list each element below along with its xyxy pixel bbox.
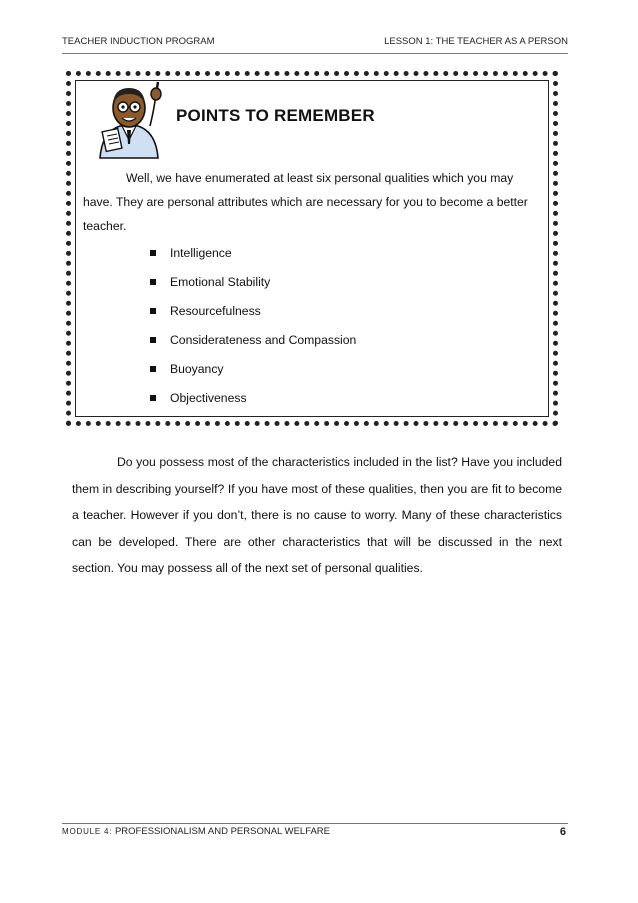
list-item-label: Buoyancy [170,362,224,376]
header-program: TEACHER INDUCTION PROGRAM [62,36,215,47]
page-header [62,36,568,52]
bullet-square-icon [150,308,156,314]
list-item-label: Emotional Stability [170,275,271,289]
list-item [150,268,356,297]
list-item [150,384,356,413]
page-number: 6 [559,826,566,838]
bullet-square-icon [150,366,156,372]
callout-title: POINTS TO REMEMBER [176,106,375,125]
list-item-label: Objectiveness [170,391,247,405]
body-paragraph-text: Do you possess most of the characteristics included in the list? Have you included them in describing yourself? If you have most of these qualities, then you are fit to become a teacher. However if you don’t, there is no cause to worry. Many of these characteristics can be developed. There are other characteristics that will be discussed in the next section. You may possess all of the next set of personal qualities. [72,455,562,575]
callout-paragraph-text: Well, we have enumerated at least six personal qualities which you may have. They are personal attributes which are necessary for you to become a better teacher. [83,171,528,233]
list-item [150,355,356,384]
header-divider [62,53,568,54]
footer-divider [62,823,568,824]
bullet-square-icon [150,395,156,401]
page-footer [62,826,568,842]
callout-paragraph [83,166,543,238]
footer-title: PROFESSIONALISM AND PERSONAL WELFARE [112,826,331,837]
footer-module-label: MODULE 4: [62,827,113,836]
list-item [150,326,356,355]
qualities-list [150,239,356,413]
header-lesson: LESSON 1: THE TEACHER AS A PERSON [384,36,568,47]
list-item [150,239,356,268]
teacher-mascot-icon [86,80,170,160]
list-item-label: Intelligence [170,246,232,260]
list-item-label: Resourcefulness [170,304,261,318]
bullet-square-icon [150,337,156,343]
body-paragraph [72,449,562,582]
bullet-square-icon [150,250,156,256]
list-item-label: Considerateness and Compassion [170,333,357,347]
list-item [150,297,356,326]
bullet-square-icon [150,279,156,285]
